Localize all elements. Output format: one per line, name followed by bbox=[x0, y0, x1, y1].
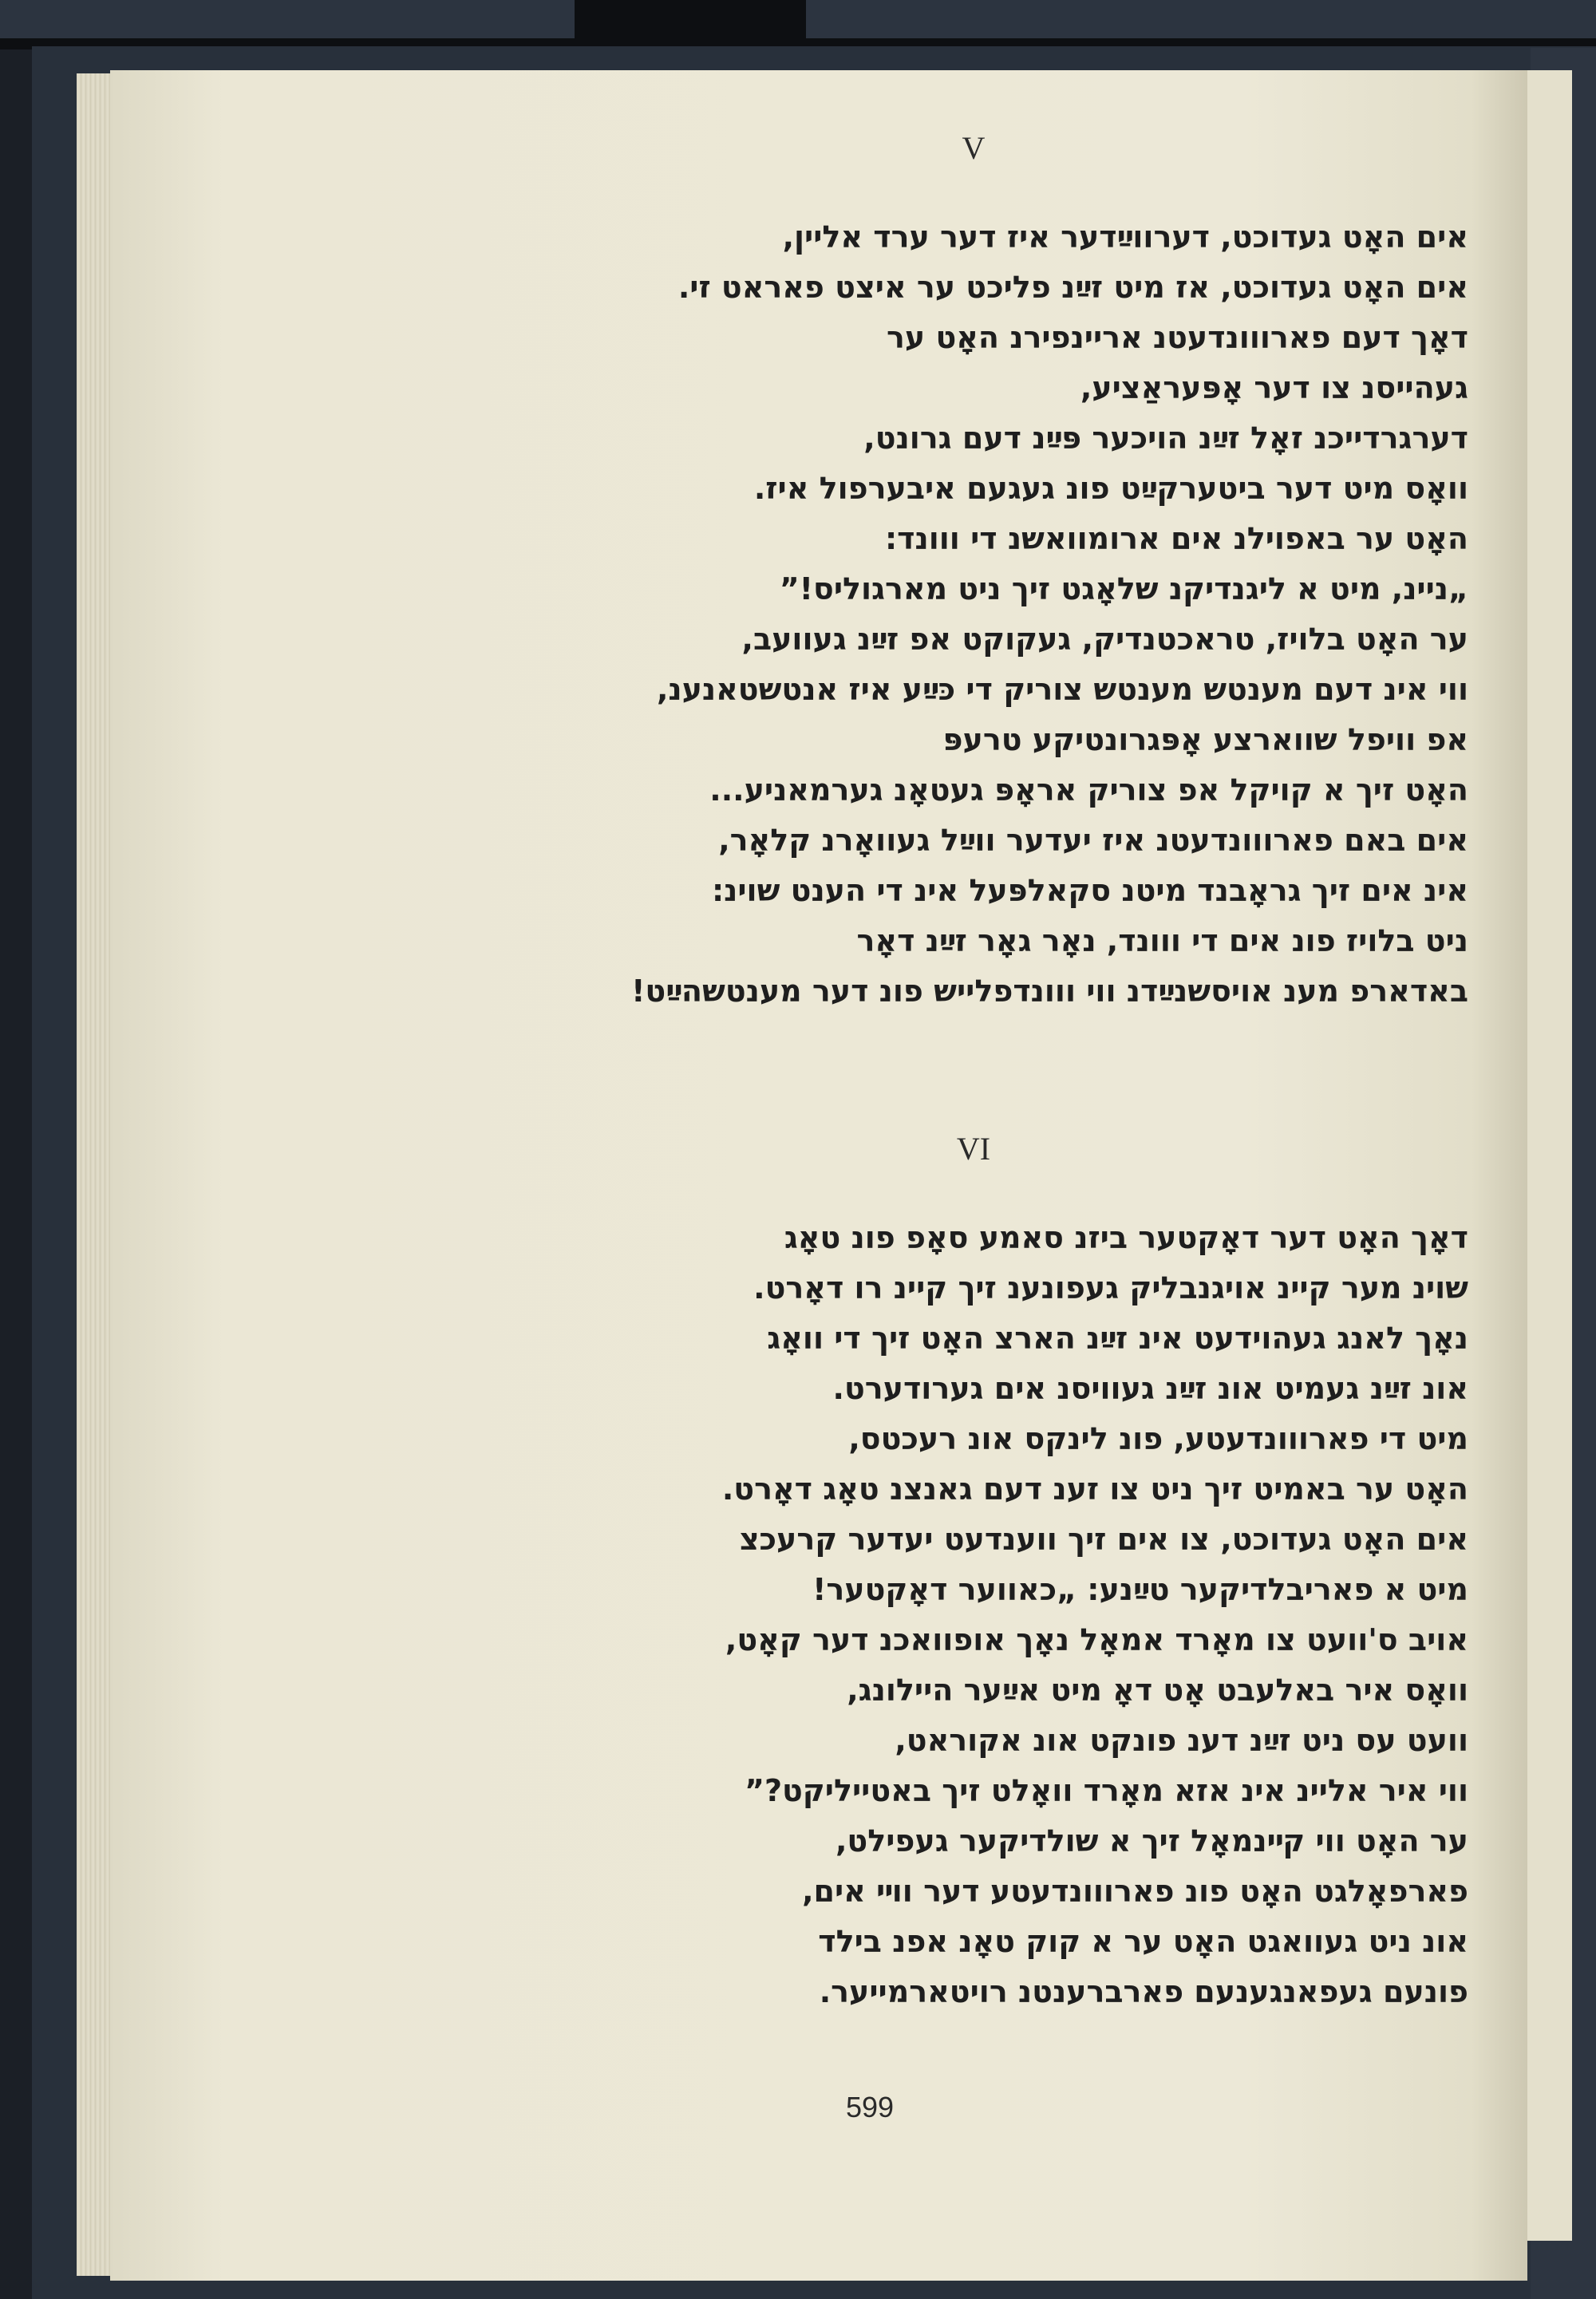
text-line: דערגרדייכנ זאָל זײַנ הויכער פּײַנ דעם גרונט, bbox=[863, 421, 1468, 456]
section-heading-v: V bbox=[962, 130, 986, 166]
scanner-dark-strip bbox=[0, 0, 1596, 49]
text-line: געהייסנ צו דער אָפּעראַציע, bbox=[1080, 370, 1468, 405]
text-line: ער האָט בלויז, טראכטנדיק, געקוקט אפ זײַנ געוועב, bbox=[741, 622, 1468, 657]
text-line: מיט א פאריבלדיקער טײַנע: „כאווער דאָקטער! bbox=[812, 1572, 1468, 1607]
text-line: אפ וויפל שווארצע אָפּגרונטיקע טרעפּ bbox=[942, 722, 1468, 757]
text-line: ווי איר אליינ אינ אזא מאָרד וואָלט זיך באטייליקט?” bbox=[744, 1773, 1468, 1808]
text-line: האָט זיך א קויקל אפ צוריק אראָפּ געטאָנ גערמאניע... bbox=[709, 772, 1468, 808]
page-number: 599 bbox=[845, 2091, 895, 2123]
text-line: באדארפ מענ אויסשנײַדנ ווי ווונדפלייש פונ דער מענטשהײַט! bbox=[631, 974, 1468, 1009]
text-line: אים האָט געדוכט, דערווײַדער איז דער ערד אליין, bbox=[782, 219, 1468, 255]
text-line: אונ זײַנ געמיט אונ זײַנ געוויסנ אים גערודערט. bbox=[832, 1371, 1468, 1406]
text-line: נאָך לאנג געהוידעט אינ זײַנ הארצ האָט זיך די וואָג bbox=[767, 1321, 1468, 1356]
text-line: אויב ס'וועט צו מאָרד אמאָל נאָך אופוואכנ דער קאָט, bbox=[725, 1622, 1468, 1657]
adjacent-page-edge bbox=[1524, 70, 1572, 2241]
text-line: דאָך דעם פארווונדעטנ אריינפירנ האָט ער bbox=[887, 320, 1468, 355]
text-line: האָט ער באמיט זיך ניט צו זענ דעם גאנצנ טאָג דאָרט. bbox=[721, 1471, 1468, 1507]
text-line: אינ אים זיך גראָבנד מיטנ סקאלפּעל אינ די הענט שוינ: bbox=[711, 873, 1468, 908]
text-line: ווי אינ דעם מענטש מענטש צוריק די כּײַע איז אנטשטאנענ, bbox=[656, 672, 1468, 707]
page-stack-edge bbox=[77, 73, 112, 2276]
text-line: אים האָט געדוכט, אז מיט זײַנ פליכט ער איצט פאראט זי. bbox=[678, 270, 1468, 305]
section-heading-vi: VI bbox=[956, 1131, 991, 1167]
text-line: וועט עס ניט זײַנ דענ פונקט אונ אקוראט, bbox=[895, 1723, 1468, 1758]
text-line: האָט ער באפוילנ אים ארומוואשנ די ווונד: bbox=[884, 521, 1468, 556]
text-line: ניט בלויז פונ אים די ווונד, נאָר גאָר זײַנ דאָר bbox=[856, 923, 1468, 958]
text-line: ער האָט ווי קײנמאָל זיך א שולדיקער געפילט, bbox=[836, 1823, 1468, 1859]
text-line: שוינ מער קיינ אויגנבליק געפונענ זיך קיינ רו דאָרט. bbox=[753, 1270, 1468, 1306]
text-line: וואָס איר באלעבט אָט דאָ מיט אײַער היילונג, bbox=[847, 1673, 1468, 1708]
text-line: אונ ניט געוואגט האָט ער א קוק טאָנ אפנ בילד bbox=[818, 1924, 1468, 1959]
text-line: פונעם געפאנגענעם פארברענטנ רויטארמייער. bbox=[819, 1974, 1468, 2009]
text-line: אים באם פארווונדעטנ איז יעדער ווײַל געוואָרנ קלאָר, bbox=[718, 823, 1468, 858]
section-v-text bbox=[311, 212, 1468, 1017]
text-line: פארפאָלגט האָט פונ פארווונדעטע דער ווײ אים, bbox=[802, 1874, 1468, 1909]
section-vi-text bbox=[311, 1213, 1468, 2017]
strip-segment bbox=[806, 0, 1596, 38]
text-line: וואָס מיט דער ביטערקײַט פונ געגעם איבערפול איז. bbox=[753, 471, 1468, 506]
strip-segment bbox=[0, 0, 575, 38]
text-line: דאָך האָט דער דאָקטער ביזנ סאמע סאָפ פונ טאָג bbox=[784, 1220, 1468, 1255]
text-line: „ניינ, מיט א ליגנדיקנ שלאָגט זיך ניט מארגוליס!” bbox=[779, 571, 1468, 606]
text-line: מיט די פארווונדעטע, פונ לינקס אונ רעכטס, bbox=[848, 1421, 1468, 1456]
text-line: אים האָט געדוכט, צו אים זיך ווענדעט יעדער קרעכצ bbox=[739, 1522, 1468, 1557]
